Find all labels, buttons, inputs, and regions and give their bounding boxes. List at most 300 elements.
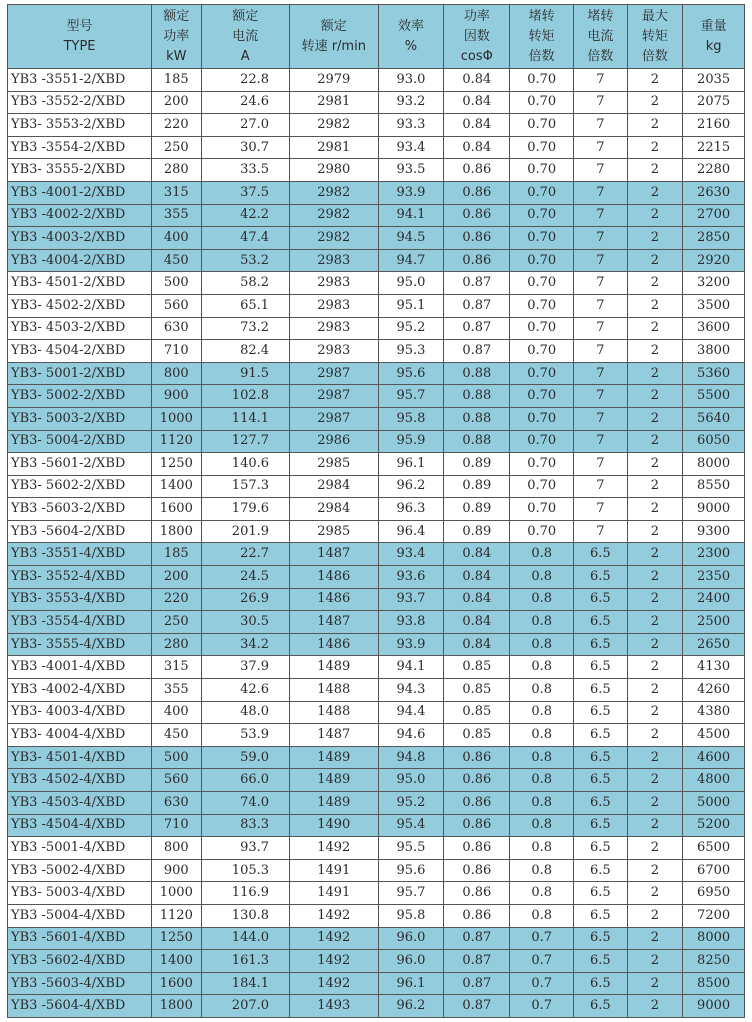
- cell-locked_torque: 0.70: [510, 498, 574, 521]
- cell-type: YB3- 3552-4/XBD: [8, 566, 152, 589]
- cell-current: 184.1: [201, 972, 290, 995]
- cell-max_torque: 2: [627, 407, 683, 430]
- cell-pf: 0.86: [444, 904, 510, 927]
- cell-locked_current: 6.5: [574, 814, 628, 837]
- cell-current: 102.8: [201, 385, 290, 408]
- cell-locked_current: 6.5: [574, 904, 628, 927]
- cell-type: YB3 -5603-2/XBD: [8, 498, 152, 521]
- cell-power: 185: [152, 69, 201, 92]
- cell-max_torque: 2: [627, 91, 683, 114]
- table-row: [8, 724, 745, 747]
- cell-type: YB3- 5001-2/XBD: [8, 362, 152, 385]
- table-row: [8, 91, 745, 114]
- cell-max_torque: 2: [627, 656, 683, 679]
- cell-locked_torque: 0.70: [510, 136, 574, 159]
- cell-locked_current: 7: [574, 385, 628, 408]
- cell-type: YB3 -3554-4/XBD: [8, 611, 152, 634]
- table-row: [8, 159, 745, 182]
- column-header-current: [201, 5, 290, 69]
- table-row: [8, 837, 745, 860]
- column-header-weight: [683, 5, 745, 69]
- cell-speed: 2987: [290, 407, 379, 430]
- cell-pf: 0.87: [444, 927, 510, 950]
- cell-efficiency: 94.1: [378, 656, 444, 679]
- table-row: [8, 927, 745, 950]
- column-header-locked_torque-line: 堵转: [528, 8, 555, 24]
- cell-weight: 2850: [683, 227, 745, 250]
- cell-locked_torque: 0.8: [510, 588, 574, 611]
- cell-weight: 6050: [683, 430, 745, 453]
- cell-current: 22.8: [201, 69, 290, 92]
- cell-power: 1600: [152, 498, 201, 521]
- cell-locked_current: 6.5: [574, 724, 628, 747]
- cell-speed: 2981: [290, 91, 379, 114]
- cell-efficiency: 95.0: [378, 272, 444, 295]
- column-header-type: [8, 5, 152, 69]
- cell-max_torque: 2: [627, 859, 683, 882]
- cell-power: 1120: [152, 430, 201, 453]
- column-header-locked_torque-line: 倍数: [528, 48, 555, 64]
- cell-power: 560: [152, 294, 201, 317]
- cell-speed: 1492: [290, 837, 379, 860]
- cell-max_torque: 2: [627, 837, 683, 860]
- cell-current: 27.0: [201, 114, 290, 137]
- cell-power: 450: [152, 249, 201, 272]
- cell-pf: 0.87: [444, 950, 510, 973]
- motor-spec-table: [7, 4, 745, 1018]
- cell-efficiency: 96.2: [378, 995, 444, 1018]
- cell-type: YB3 -4001-2/XBD: [8, 181, 152, 204]
- cell-locked_current: 7: [574, 69, 628, 92]
- table-row: [8, 611, 745, 634]
- cell-power: 220: [152, 114, 201, 137]
- cell-speed: 2984: [290, 475, 379, 498]
- cell-locked_current: 7: [574, 272, 628, 295]
- cell-max_torque: 2: [627, 995, 683, 1018]
- cell-speed: 1491: [290, 859, 379, 882]
- cell-locked_current: 6.5: [574, 769, 628, 792]
- cell-efficiency: 94.3: [378, 679, 444, 702]
- cell-weight: 2920: [683, 249, 745, 272]
- cell-type: YB3 -5601-4/XBD: [8, 927, 152, 950]
- column-header-weight-line: kg: [705, 38, 722, 54]
- column-header-current-line: A: [240, 48, 250, 64]
- table-row: [8, 249, 745, 272]
- column-header-locked_torque: [510, 5, 574, 69]
- cell-weight: 2035: [683, 69, 745, 92]
- cell-locked_torque: 0.8: [510, 633, 574, 656]
- cell-type: YB3- 4004-4/XBD: [8, 724, 152, 747]
- cell-power: 630: [152, 317, 201, 340]
- cell-type: YB3- 3555-2/XBD: [8, 159, 152, 182]
- column-header-pf-line: 功率: [463, 8, 490, 24]
- table-row: [8, 543, 745, 566]
- table-row: [8, 475, 745, 498]
- cell-locked_torque: 0.7: [510, 950, 574, 973]
- cell-pf: 0.87: [444, 317, 510, 340]
- cell-locked_current: 7: [574, 362, 628, 385]
- cell-speed: 2983: [290, 249, 379, 272]
- cell-locked_torque: 0.7: [510, 927, 574, 950]
- cell-power: 500: [152, 272, 201, 295]
- cell-weight: 6700: [683, 859, 745, 882]
- cell-max_torque: 2: [627, 633, 683, 656]
- cell-weight: 2500: [683, 611, 745, 634]
- cell-pf: 0.84: [444, 611, 510, 634]
- cell-type: YB3 -4502-4/XBD: [8, 769, 152, 792]
- cell-pf: 0.87: [444, 995, 510, 1018]
- table-row: [8, 340, 745, 363]
- cell-pf: 0.89: [444, 453, 510, 476]
- cell-locked_current: 7: [574, 407, 628, 430]
- cell-weight: 5500: [683, 385, 745, 408]
- cell-type: YB3 -5002-4/XBD: [8, 859, 152, 882]
- cell-efficiency: 95.6: [378, 859, 444, 882]
- cell-speed: 1492: [290, 927, 379, 950]
- cell-speed: 1488: [290, 679, 379, 702]
- cell-locked_current: 7: [574, 227, 628, 250]
- cell-pf: 0.87: [444, 972, 510, 995]
- table-row: [8, 814, 745, 837]
- cell-pf: 0.86: [444, 227, 510, 250]
- cell-max_torque: 2: [627, 904, 683, 927]
- cell-type: YB3 -5004-4/XBD: [8, 904, 152, 927]
- cell-power: 630: [152, 792, 201, 815]
- cell-locked_torque: 0.8: [510, 792, 574, 815]
- cell-weight: 5000: [683, 792, 745, 815]
- cell-pf: 0.86: [444, 249, 510, 272]
- cell-type: YB3 -4504-4/XBD: [8, 814, 152, 837]
- cell-max_torque: 2: [627, 746, 683, 769]
- cell-type: YB3- 3553-4/XBD: [8, 588, 152, 611]
- cell-type: YB3- 3555-4/XBD: [8, 633, 152, 656]
- cell-power: 900: [152, 859, 201, 882]
- cell-speed: 2983: [290, 294, 379, 317]
- cell-current: 65.1: [201, 294, 290, 317]
- table-row: [8, 656, 745, 679]
- cell-locked_torque: 0.70: [510, 340, 574, 363]
- cell-max_torque: 2: [627, 181, 683, 204]
- cell-max_torque: 2: [627, 362, 683, 385]
- cell-pf: 0.88: [444, 407, 510, 430]
- cell-weight: 4260: [683, 679, 745, 702]
- cell-locked_torque: 0.70: [510, 114, 574, 137]
- table-row: [8, 181, 745, 204]
- cell-max_torque: 2: [627, 543, 683, 566]
- cell-max_torque: 2: [627, 769, 683, 792]
- cell-type: YB3- 5602-2/XBD: [8, 475, 152, 498]
- cell-speed: 2980: [290, 159, 379, 182]
- cell-max_torque: 2: [627, 701, 683, 724]
- cell-locked_current: 7: [574, 520, 628, 543]
- cell-locked_current: 6.5: [574, 927, 628, 950]
- cell-pf: 0.87: [444, 340, 510, 363]
- cell-locked_current: 6.5: [574, 701, 628, 724]
- cell-type: YB3 -5604-2/XBD: [8, 520, 152, 543]
- cell-max_torque: 2: [627, 498, 683, 521]
- cell-current: 161.3: [201, 950, 290, 973]
- column-header-type-line: 型号: [66, 18, 93, 34]
- cell-locked_current: 7: [574, 317, 628, 340]
- column-header-pf: [444, 5, 510, 69]
- cell-current: 130.8: [201, 904, 290, 927]
- cell-speed: 2984: [290, 498, 379, 521]
- cell-locked_current: 6.5: [574, 633, 628, 656]
- table-row: [8, 69, 745, 92]
- cell-max_torque: 2: [627, 159, 683, 182]
- column-header-max_torque: [627, 5, 683, 69]
- header-row: [8, 5, 745, 69]
- cell-speed: 2982: [290, 181, 379, 204]
- cell-type: YB3 -5602-4/XBD: [8, 950, 152, 973]
- cell-power: 400: [152, 227, 201, 250]
- cell-max_torque: 2: [627, 520, 683, 543]
- cell-efficiency: 95.7: [378, 882, 444, 905]
- cell-power: 560: [152, 769, 201, 792]
- cell-max_torque: 2: [627, 385, 683, 408]
- cell-efficiency: 96.2: [378, 475, 444, 498]
- cell-locked_torque: 0.70: [510, 69, 574, 92]
- cell-speed: 1489: [290, 769, 379, 792]
- cell-type: YB3 -3551-4/XBD: [8, 543, 152, 566]
- cell-pf: 0.84: [444, 566, 510, 589]
- cell-locked_current: 6.5: [574, 656, 628, 679]
- table-row: [8, 701, 745, 724]
- cell-current: 30.5: [201, 611, 290, 634]
- column-header-locked_current-line: 倍数: [587, 48, 614, 64]
- cell-speed: 1489: [290, 746, 379, 769]
- cell-efficiency: 93.6: [378, 566, 444, 589]
- cell-speed: 1487: [290, 724, 379, 747]
- cell-type: YB3 -4001-4/XBD: [8, 656, 152, 679]
- cell-current: 26.9: [201, 588, 290, 611]
- cell-pf: 0.86: [444, 837, 510, 860]
- column-header-speed-line: 额定: [320, 18, 347, 34]
- cell-power: 315: [152, 181, 201, 204]
- column-header-speed-line: 转速 r/min: [301, 38, 366, 54]
- cell-weight: 9300: [683, 520, 745, 543]
- cell-current: 53.2: [201, 249, 290, 272]
- cell-weight: 6500: [683, 837, 745, 860]
- cell-type: YB3- 3553-2/XBD: [8, 114, 152, 137]
- cell-efficiency: 95.0: [378, 769, 444, 792]
- cell-current: 42.2: [201, 204, 290, 227]
- cell-current: 105.3: [201, 859, 290, 882]
- cell-max_torque: 2: [627, 227, 683, 250]
- cell-type: YB3 -5604-4/XBD: [8, 995, 152, 1018]
- cell-weight: 8550: [683, 475, 745, 498]
- cell-locked_current: 7: [574, 204, 628, 227]
- cell-locked_current: 6.5: [574, 995, 628, 1018]
- cell-locked_torque: 0.70: [510, 453, 574, 476]
- cell-type: YB3 -4004-2/XBD: [8, 249, 152, 272]
- cell-weight: 2075: [683, 91, 745, 114]
- cell-type: YB3- 4504-2/XBD: [8, 340, 152, 363]
- cell-weight: 5360: [683, 362, 745, 385]
- cell-locked_torque: 0.8: [510, 746, 574, 769]
- cell-type: YB3- 5004-2/XBD: [8, 430, 152, 453]
- cell-efficiency: 93.8: [378, 611, 444, 634]
- cell-power: 1250: [152, 453, 201, 476]
- cell-weight: 3600: [683, 317, 745, 340]
- cell-speed: 2982: [290, 114, 379, 137]
- cell-locked_torque: 0.8: [510, 543, 574, 566]
- cell-locked_torque: 0.70: [510, 204, 574, 227]
- cell-locked_current: 6.5: [574, 792, 628, 815]
- cell-power: 355: [152, 679, 201, 702]
- cell-efficiency: 94.8: [378, 746, 444, 769]
- cell-weight: 8000: [683, 453, 745, 476]
- cell-weight: 2300: [683, 543, 745, 566]
- column-header-max_torque-line: 最大: [641, 8, 668, 24]
- cell-type: YB3 -4503-4/XBD: [8, 792, 152, 815]
- cell-max_torque: 2: [627, 950, 683, 973]
- cell-efficiency: 95.1: [378, 294, 444, 317]
- cell-locked_torque: 0.70: [510, 227, 574, 250]
- cell-efficiency: 93.2: [378, 91, 444, 114]
- cell-speed: 2981: [290, 136, 379, 159]
- cell-power: 710: [152, 340, 201, 363]
- cell-max_torque: 2: [627, 475, 683, 498]
- cell-max_torque: 2: [627, 453, 683, 476]
- cell-locked_torque: 0.8: [510, 724, 574, 747]
- cell-pf: 0.86: [444, 859, 510, 882]
- cell-weight: 2650: [683, 633, 745, 656]
- cell-pf: 0.88: [444, 362, 510, 385]
- cell-power: 1000: [152, 882, 201, 905]
- cell-efficiency: 93.4: [378, 543, 444, 566]
- column-header-max_torque-line: 转矩: [641, 28, 668, 44]
- cell-power: 500: [152, 746, 201, 769]
- cell-max_torque: 2: [627, 136, 683, 159]
- cell-max_torque: 2: [627, 972, 683, 995]
- cell-power: 1800: [152, 520, 201, 543]
- cell-current: 42.6: [201, 679, 290, 702]
- table-row: [8, 294, 745, 317]
- table-row: [8, 882, 745, 905]
- cell-efficiency: 95.5: [378, 837, 444, 860]
- cell-speed: 1489: [290, 792, 379, 815]
- cell-current: 207.0: [201, 995, 290, 1018]
- cell-locked_current: 7: [574, 181, 628, 204]
- cell-weight: 4600: [683, 746, 745, 769]
- cell-max_torque: 2: [627, 317, 683, 340]
- cell-locked_current: 7: [574, 114, 628, 137]
- column-header-locked_current-line: 电流: [587, 28, 614, 44]
- cell-efficiency: 93.3: [378, 114, 444, 137]
- cell-efficiency: 93.5: [378, 159, 444, 182]
- cell-locked_torque: 0.8: [510, 814, 574, 837]
- table-row: [8, 588, 745, 611]
- cell-max_torque: 2: [627, 249, 683, 272]
- cell-max_torque: 2: [627, 611, 683, 634]
- cell-weight: 2400: [683, 588, 745, 611]
- cell-current: 22.7: [201, 543, 290, 566]
- cell-efficiency: 93.9: [378, 181, 444, 204]
- cell-locked_torque: 0.70: [510, 294, 574, 317]
- cell-efficiency: 94.1: [378, 204, 444, 227]
- table-row: [8, 407, 745, 430]
- cell-max_torque: 2: [627, 588, 683, 611]
- cell-locked_torque: 0.7: [510, 972, 574, 995]
- cell-efficiency: 93.7: [378, 588, 444, 611]
- cell-locked_torque: 0.70: [510, 362, 574, 385]
- cell-locked_current: 6.5: [574, 859, 628, 882]
- cell-weight: 2160: [683, 114, 745, 137]
- cell-power: 800: [152, 362, 201, 385]
- cell-current: 140.6: [201, 453, 290, 476]
- cell-efficiency: 96.4: [378, 520, 444, 543]
- cell-locked_current: 7: [574, 159, 628, 182]
- cell-speed: 1491: [290, 882, 379, 905]
- table-row: [8, 227, 745, 250]
- cell-max_torque: 2: [627, 566, 683, 589]
- cell-power: 400: [152, 701, 201, 724]
- cell-max_torque: 2: [627, 69, 683, 92]
- column-header-current-line: 电流: [232, 28, 259, 44]
- cell-locked_current: 6.5: [574, 837, 628, 860]
- column-header-speed: [290, 5, 379, 69]
- table-row: [8, 362, 745, 385]
- cell-pf: 0.84: [444, 91, 510, 114]
- cell-speed: 2979: [290, 69, 379, 92]
- cell-locked_current: 6.5: [574, 611, 628, 634]
- cell-locked_torque: 0.70: [510, 159, 574, 182]
- cell-type: YB3- 4501-2/XBD: [8, 272, 152, 295]
- cell-locked_torque: 0.8: [510, 882, 574, 905]
- cell-locked_torque: 0.8: [510, 859, 574, 882]
- cell-locked_current: 7: [574, 249, 628, 272]
- cell-current: 58.2: [201, 272, 290, 295]
- cell-locked_torque: 0.70: [510, 475, 574, 498]
- column-header-current-line: 额定: [232, 8, 259, 24]
- cell-pf: 0.86: [444, 746, 510, 769]
- cell-type: YB3- 5003-2/XBD: [8, 407, 152, 430]
- cell-power: 450: [152, 724, 201, 747]
- cell-locked_current: 6.5: [574, 882, 628, 905]
- cell-efficiency: 95.7: [378, 385, 444, 408]
- cell-locked_torque: 0.70: [510, 430, 574, 453]
- cell-locked_current: 6.5: [574, 746, 628, 769]
- cell-max_torque: 2: [627, 679, 683, 702]
- table-row: [8, 746, 745, 769]
- cell-efficiency: 93.0: [378, 69, 444, 92]
- cell-current: 93.7: [201, 837, 290, 860]
- table-row: [8, 859, 745, 882]
- cell-max_torque: 2: [627, 204, 683, 227]
- cell-locked_current: 7: [574, 430, 628, 453]
- column-header-locked_current: [574, 5, 628, 69]
- cell-pf: 0.85: [444, 724, 510, 747]
- cell-pf: 0.84: [444, 633, 510, 656]
- cell-efficiency: 96.1: [378, 453, 444, 476]
- cell-efficiency: 95.9: [378, 430, 444, 453]
- cell-weight: 7200: [683, 904, 745, 927]
- column-header-efficiency-line: 效率: [397, 18, 424, 34]
- cell-efficiency: 95.2: [378, 317, 444, 340]
- cell-max_torque: 2: [627, 272, 683, 295]
- cell-speed: 2982: [290, 227, 379, 250]
- cell-locked_torque: 0.8: [510, 566, 574, 589]
- cell-weight: 2215: [683, 136, 745, 159]
- cell-power: 1000: [152, 407, 201, 430]
- cell-type: YB3 -4003-2/XBD: [8, 227, 152, 250]
- cell-locked_current: 6.5: [574, 543, 628, 566]
- cell-efficiency: 94.4: [378, 701, 444, 724]
- cell-locked_torque: 0.8: [510, 701, 574, 724]
- cell-speed: 1492: [290, 904, 379, 927]
- cell-pf: 0.88: [444, 430, 510, 453]
